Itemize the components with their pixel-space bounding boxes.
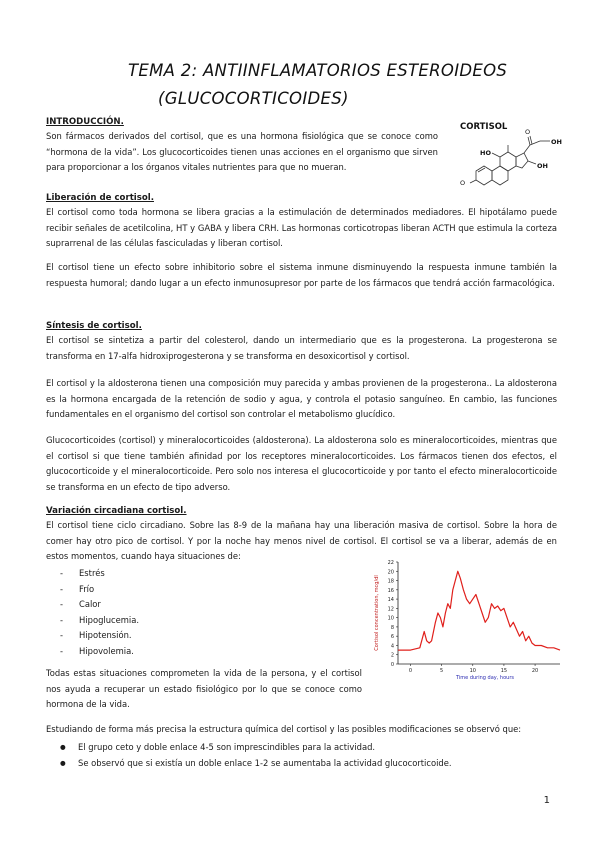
hydroxyl-ho-label: HO <box>480 149 491 157</box>
list-item: - Estrés <box>60 566 139 582</box>
carbonyl-o-label: O <box>525 128 531 136</box>
cortisol-circadian-chart <box>368 556 566 680</box>
variacion-paragraph-1: El cortisol tiene ciclo circadiano. Sobre las 8-9 de la mañana hay una liberación masiva de cortisol. Sobre la hora de comer hay otro pico de cortisol. Y por la noche hay menos nivel de cortisol. El cortisol se va a liberar, además de en estos momentos, cuando haya situaciones de: <box>46 520 557 562</box>
page-number: 1 <box>543 795 550 806</box>
y-tick-label: 2 <box>390 652 394 659</box>
hydroxyl-oh-label-1: OH <box>551 138 562 146</box>
steroid-rings <box>470 136 550 185</box>
liberacion-paragraph-2: El cortisol tiene un efecto sobre inhibitorio sobre el sistema inmune disminuyendo la respuesta inmune también la respuesta humoral; dando lugar a un efecto inmunosupresor por parte de los fármacos que tendrá acción farmacológica. <box>46 262 557 288</box>
y-axis-label: Cortisol concentration, mcg/dl <box>374 575 380 651</box>
y-tick-label: 12 <box>387 606 394 613</box>
page-title-line1: TEMA 2: ANTIINFLAMATORIOS ESTEROIDEOS <box>128 61 508 80</box>
list-item: - Hipovolemia. <box>60 644 139 660</box>
intro-heading: INTRODUCCIÓN. <box>46 117 124 127</box>
liberacion-heading: Liberación de cortisol. <box>46 193 154 203</box>
intro-paragraph: Son fármacos derivados del cortisol, que es una hormona fisiológica que se conoce como “hormona de la vida”. Los glucocorticoides tienen unas acciones en el organismo que sirven para proporcionar a los órganos vitales nutrientes para que no mueran. <box>46 131 438 173</box>
sintesis-paragraph-3: Glucocorticoides (cortisol) y mineralocorticoides (aldosterona). La aldosterona solo es mineralocorticoides, mientras que el cortisol si que tiene también afinidad por los receptores mineralocorticoides. Los fármacos tienen dos efectos, el glucocorticoide y el mineralocorticoide. Pero solo nos interesa el glucocorticoide y por tanto el efecto mineralocorticoide se transforma en un efecto de tipo adverso. <box>46 435 557 492</box>
y-tick-label: 20 <box>387 569 394 576</box>
x-tick-label: 0 <box>408 668 413 674</box>
estructura-bullet-list <box>60 740 452 771</box>
y-tick-label: 18 <box>387 578 394 585</box>
x-tick-label: 15 <box>500 668 508 674</box>
sintesis-paragraph-2: El cortisol y la aldosterona tienen una composición muy parecida y ambas provienen de la progesterona.. La aldosterona es la hormona encargada de la retención de sodio y agua, y controla el potasio sanguíneo. En cambio, las funciones fundamentales en el organismo del cortisol son controlar el metabolismo glucídico. <box>46 378 557 420</box>
cortisol-series-line <box>398 571 560 650</box>
y-tick-label: 10 <box>387 615 394 622</box>
x-tick-label: 5 <box>440 668 444 674</box>
list-item: - Calor <box>60 597 139 613</box>
estructura-paragraph: Estudiando de forma más precisa la estructura química del cortisol y las posibles modificaciones se observó que: <box>46 724 522 734</box>
molecule-name: CORTISOL <box>460 122 508 132</box>
y-tick-label: 14 <box>387 597 394 604</box>
list-item: ● El grupo ceto y doble enlace 4-5 son imprescindibles para la actividad. <box>60 740 452 756</box>
y-tick-label: 8 <box>390 624 394 631</box>
situations-list <box>60 566 139 660</box>
y-tick-label: 0 <box>390 662 394 668</box>
x-tick-label: 20 <box>531 668 539 674</box>
hydroxyl-oh-label-2: OH <box>537 162 548 170</box>
liberacion-paragraph-1: El cortisol como toda hormona se libera gracias a la estimulación de determinados mediadores. El hipotálamo puede recibir señales de acetilcolina, HT y GABA y libera CRH. Las hormonas corticotropas liberan ACTH que estimula la corteza suprarrenal de las células fasciculadas y liberan cortisol. <box>46 207 557 249</box>
y-tick-label: 6 <box>390 634 394 641</box>
sintesis-paragraph-1: El cortisol se sintetiza a partir del colesterol, dando un intermediario que es la progesterona. La progesterona se transforma en 17-alfa hidroxiprogesterona y se transforma en desoxicortisol y cortisol. <box>46 335 557 361</box>
y-tick-label: 4 <box>390 643 394 650</box>
list-item: ● Se observó que si existía un doble enlace 1-2 se aumentaba la actividad glucocorticoide. <box>60 756 452 772</box>
variacion-heading: Variación circadiana cortisol. <box>46 506 187 516</box>
list-item: - Frío <box>60 582 139 598</box>
list-item: - Hipoglucemia. <box>60 613 139 629</box>
x-axis-label: Time during day, hours <box>456 675 514 680</box>
variacion-paragraph-2: Todas estas situaciones comprometen la vida de la persona, y el cortisol nos ayuda a recuperar un estado fisiológico por lo que se conoce como hormona de la vida. <box>46 668 362 710</box>
ketone-o-label: O <box>460 179 466 187</box>
x-tick-label: 10 <box>469 668 476 674</box>
sintesis-heading: Síntesis de cortisol. <box>46 321 142 331</box>
cortisol-structure-diagram <box>444 117 586 197</box>
list-item: - Hipotensión. <box>60 628 139 644</box>
page-title-line2: (GLUCOCORTICOIDES) <box>158 89 349 108</box>
y-tick-label: 22 <box>387 560 394 566</box>
y-tick-label: 16 <box>387 587 394 594</box>
